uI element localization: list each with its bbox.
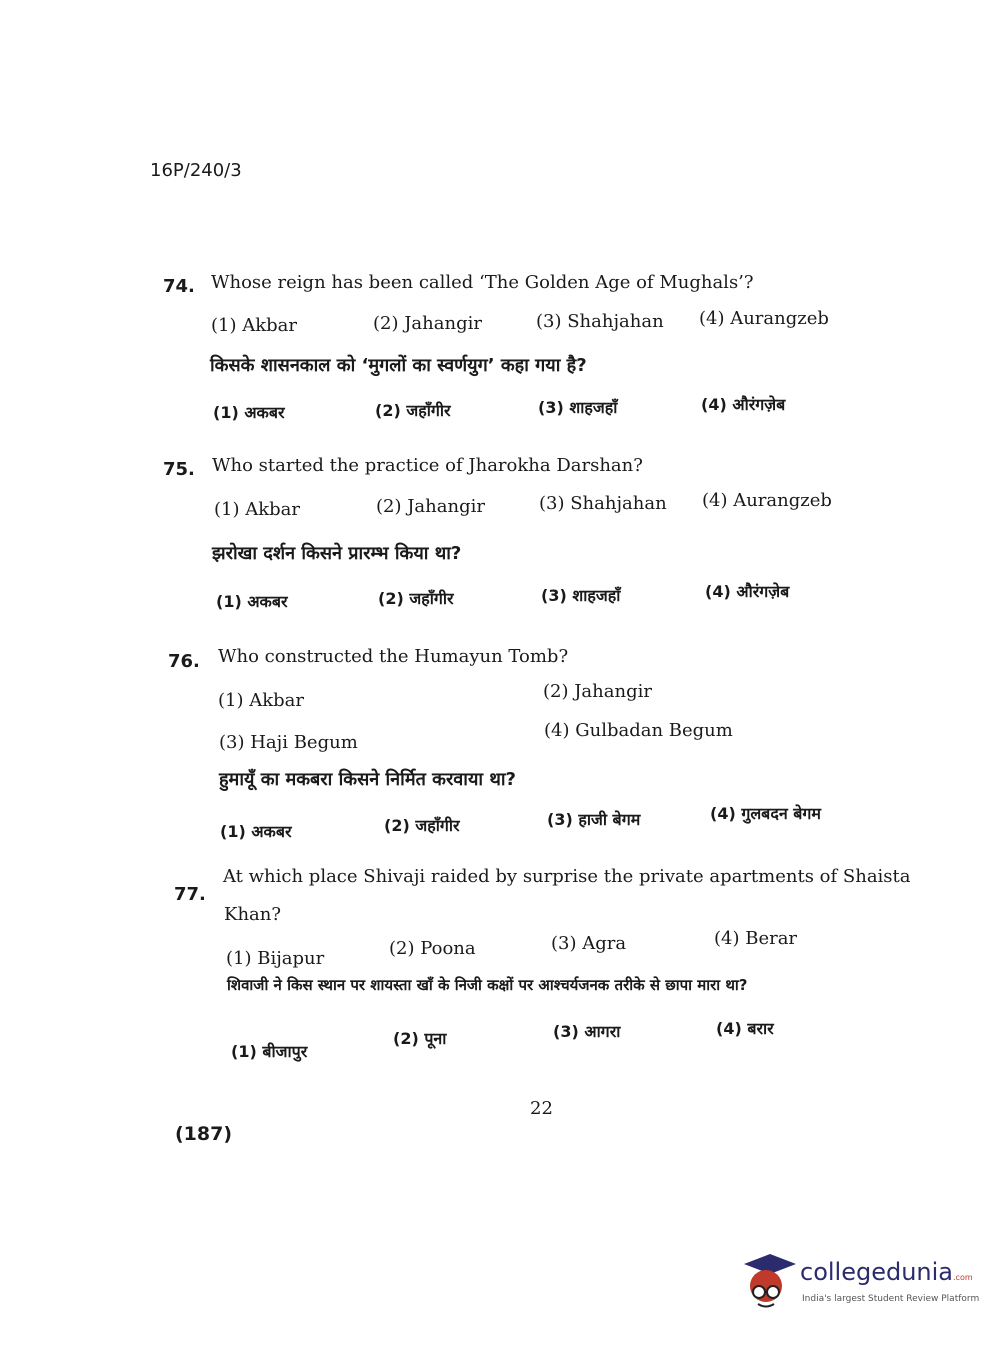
option-hi: (3) आगरा xyxy=(553,1022,621,1041)
option-hi: (4) औरंगज़ेब xyxy=(705,582,790,601)
question-text-en-cont: Khan? xyxy=(224,904,282,925)
option-en: (1) Akbar xyxy=(218,690,304,711)
question-number: 75. xyxy=(163,459,195,480)
mascot-icon xyxy=(742,1252,798,1312)
option-hi: (1) अकबर xyxy=(213,403,285,422)
question-number: 74. xyxy=(163,276,195,297)
option-en: (3) Shahjahan xyxy=(536,311,664,332)
question-text-hi: झरोखा दर्शन किसने प्रारम्भ किया था? xyxy=(212,543,462,564)
option-en: (3) Shahjahan xyxy=(539,493,667,514)
option-hi: (2) जहाँगीर xyxy=(378,589,454,608)
option-en: (1) Akbar xyxy=(214,499,300,520)
option-en: (3) Haji Begum xyxy=(219,732,358,753)
option-en: (4) Berar xyxy=(714,928,798,949)
question-text-en: At which place Shivaji raided by surprise the private apartments of Shaista xyxy=(223,866,911,887)
option-en: (2) Jahangir xyxy=(376,496,485,517)
question-text-hi: हुमायूँ का मकबरा किसने निर्मित करवाया था? xyxy=(219,769,516,790)
question-number: 76. xyxy=(168,651,200,672)
page-number: 22 xyxy=(530,1098,553,1119)
option-hi: (4) बरार xyxy=(716,1019,774,1038)
paper-code: 16P/240/3 xyxy=(150,160,242,181)
option-en: (2) Poona xyxy=(389,938,476,959)
option-hi: (3) हाजी बेगम xyxy=(547,810,641,829)
logo-name: collegedunia xyxy=(800,1258,954,1286)
question-text-hi: शिवाजी ने किस स्थान पर शायस्ता खाँ के निजी कक्षों पर आश्चर्यजनक तरीके से छापा मारा था? xyxy=(227,976,748,994)
option-en: (4) Aurangzeb xyxy=(699,308,829,329)
option-hi: (1) अकबर xyxy=(216,592,288,611)
option-hi: (2) पूना xyxy=(393,1029,447,1048)
option-en: (3) Agra xyxy=(551,933,627,954)
question-number: 77. xyxy=(174,884,206,905)
question-text-en: Whose reign has been called ‘The Golden Age of Mughals’? xyxy=(211,272,754,293)
logo-tagline: India's largest Student Review Platform xyxy=(802,1294,980,1304)
option-hi: (4) गुलबदन बेगम xyxy=(710,804,821,823)
logo-suffix: .com xyxy=(953,1273,973,1282)
question-text-en: Who started the practice of Jharokha Darshan? xyxy=(212,455,643,476)
option-hi: (4) औरंगज़ेब xyxy=(701,395,786,414)
logo-wordmark xyxy=(800,1258,973,1286)
option-en: (4) Gulbadan Begum xyxy=(544,720,733,741)
question-text-en: Who constructed the Humayun Tomb? xyxy=(218,646,569,667)
collegedunia-logo xyxy=(742,1248,980,1318)
option-en: (1) Bijapur xyxy=(226,948,325,969)
option-hi: (1) अकबर xyxy=(220,822,292,841)
option-hi: (2) जहाँगीर xyxy=(384,816,460,835)
option-hi: (2) जहाँगीर xyxy=(375,401,451,420)
option-hi: (1) बीजापुर xyxy=(231,1042,308,1061)
option-en: (2) Jahangir xyxy=(543,681,652,702)
option-en: (1) Akbar xyxy=(211,315,297,336)
option-en: (4) Aurangzeb xyxy=(702,490,832,511)
question-text-hi: किसके शासनकाल को ‘मुगलों का स्वर्णयुग’ कहा गया है? xyxy=(210,355,587,376)
footer-code: (187) xyxy=(175,1123,233,1145)
option-hi: (3) शाहजहाँ xyxy=(538,398,618,417)
option-hi: (3) शाहजहाँ xyxy=(541,586,621,605)
option-en: (2) Jahangir xyxy=(373,313,482,334)
